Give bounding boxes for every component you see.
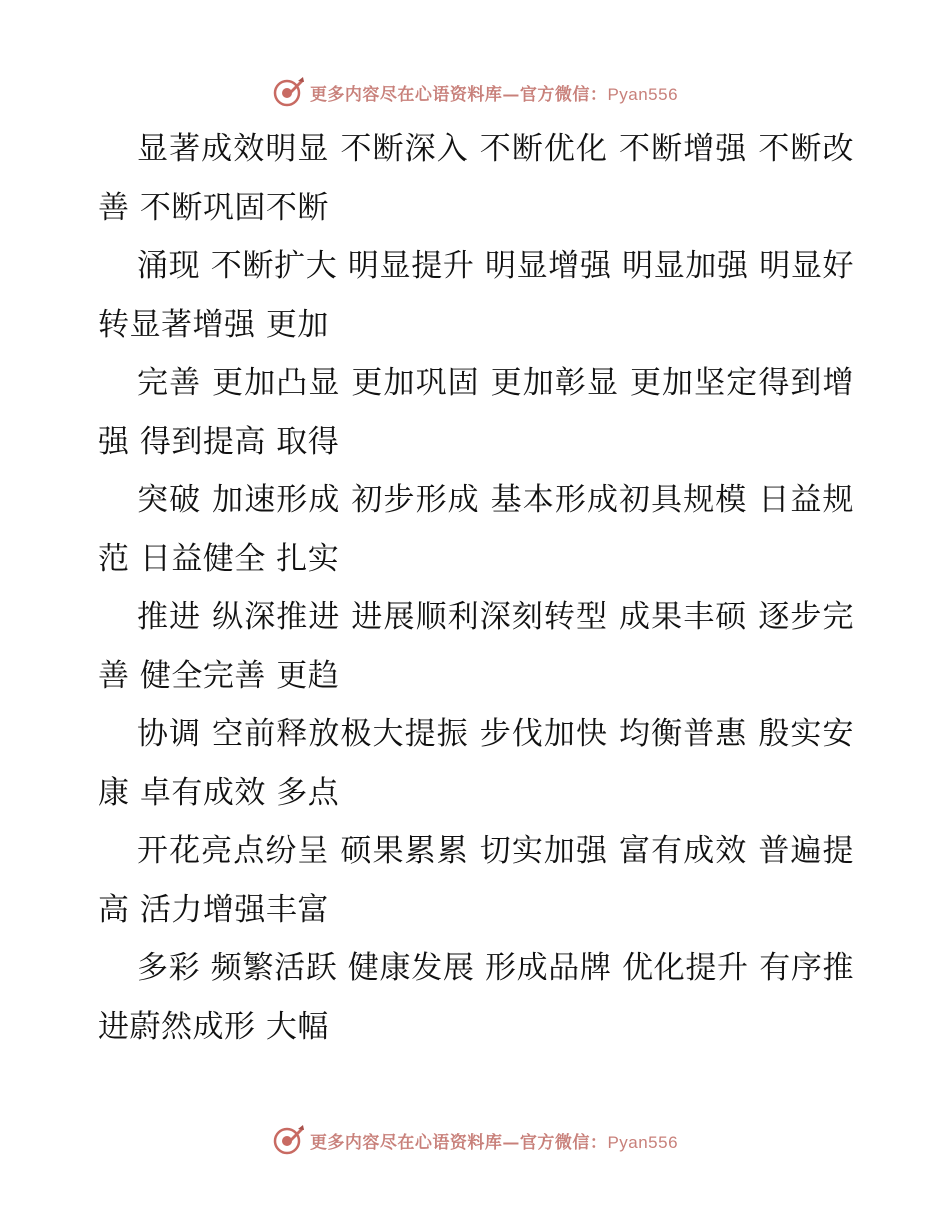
quill-circle-logo-icon bbox=[272, 75, 306, 109]
watermark-text bbox=[310, 1128, 678, 1153]
watermark-wechat-id: Pyan556 bbox=[607, 1132, 679, 1152]
document-body bbox=[98, 120, 854, 1056]
quill-circle-logo-icon bbox=[272, 1123, 306, 1157]
watermark-label: 更多内容尽在心语资料库—官方微信： bbox=[309, 84, 608, 105]
footer-watermark bbox=[0, 1120, 950, 1160]
watermark-text bbox=[310, 80, 678, 105]
paragraph: 推进 纵深推进 进展顺利深刻转型 成果丰硕 逐步完善 健全完善 更趋 bbox=[98, 599, 854, 694]
paragraph: 多彩 频繁活跃 健康发展 形成品牌 优化提升 有序推进蔚然成形 大幅 bbox=[98, 950, 854, 1045]
watermark-wechat-id: Pyan556 bbox=[607, 84, 679, 104]
paragraph: 开花亮点纷呈 硕果累累 切实加强 富有成效 普遍提高 活力增强丰富 bbox=[98, 833, 854, 928]
paragraph: 涌现 不断扩大 明显提升 明显增强 明显加强 明显好转显著增强 更加 bbox=[98, 248, 854, 343]
paragraph: 显著成效明显 不断深入 不断优化 不断增强 不断改善 不断巩固不断 bbox=[98, 131, 854, 226]
paragraph: 协调 空前释放极大提振 步伐加快 均衡普惠 殷实安康 卓有成效 多点 bbox=[98, 716, 854, 811]
watermark-label: 更多内容尽在心语资料库—官方微信： bbox=[309, 1132, 608, 1153]
header-watermark bbox=[0, 72, 950, 112]
paragraph: 突破 加速形成 初步形成 基本形成初具规模 日益规范 日益健全 扎实 bbox=[98, 482, 854, 577]
paragraph: 完善 更加凸显 更加巩固 更加彰显 更加坚定得到增强 得到提高 取得 bbox=[98, 365, 854, 460]
